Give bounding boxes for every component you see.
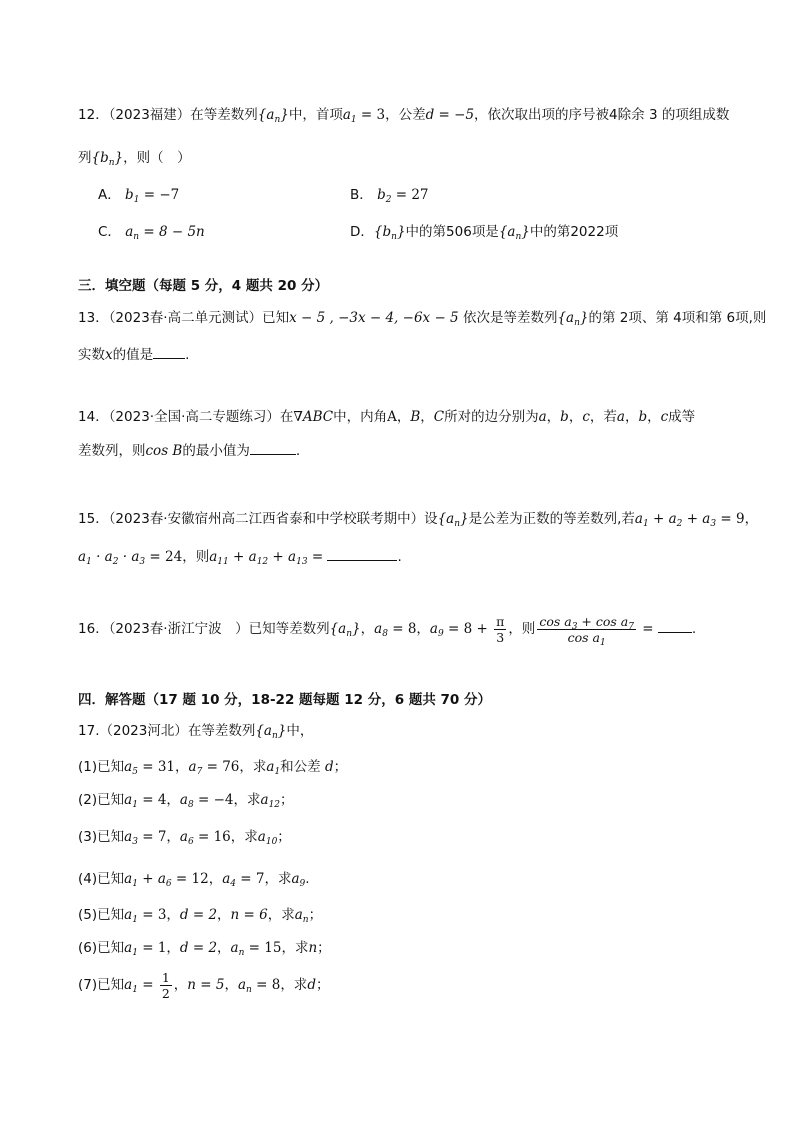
q17-part-5: (5)已知$a_1 = 3$，d = 2，n = 6，求$a_n$； (78, 907, 323, 925)
q12-option-b: B． $b_2 = 27$ (350, 187, 429, 205)
q17-part-1: (1)已知$a_5 = 31$，$a_7 = 76$，求$a_1$和公差 d； (78, 759, 348, 777)
q13-line-2: 实数x的值是 . (78, 347, 190, 363)
q16-line-1: 16．（2023春·浙江宁波 ）已知等差数列$\{a_n\}$，$a_8 = 8$，$a_9 = 8$ + $\frac{\pi}{3}$ ，则 $\frac{\cos a_3 + \cos a_7}{\cos a_1}$ = . (78, 613, 697, 648)
q17-intro: 17.（2023河北）在等差数列$\{a_n\}$中， (78, 723, 314, 741)
q14-line-2: 差数列，则cos B的最小值为 . (78, 443, 301, 459)
q17-part-7: (7)已知$a_1$ = $\frac{1}{2}$ ，n = 5，$a_n = 8$，求d； (78, 969, 330, 1001)
section-3-title: 三．填空题（每题 5 分，4 题共 20 分） (78, 278, 329, 294)
one-half-fraction: $\frac{1}{2}$ (161, 969, 170, 1001)
section-4-title: 四．解答题（17 题 10 分，18-22 题每题 12 分，6 题共 70 分） (78, 692, 492, 708)
q14-line-1: 14．（2023·全国·高二专题练习）在∇ABC中，内角A，B，C所对的边分别为a，b，c，若a，b，c成等 (78, 409, 696, 425)
q12-option-a: A． $b_1 = -7$ (98, 187, 180, 205)
q15-line-1: 15．（2023春·安徽宿州高二江西省泰和中学校联考期中）设$\{a_n\}$是公差为正数的等差数列,若$a_1 + a_2 + a_3 = 9$， (78, 511, 759, 529)
pi-over-three-fraction: $\frac{\pi}{3}$ (496, 613, 505, 645)
answer-blank[interactable] (327, 547, 397, 561)
q17-part-4: (4)已知$a_1 + a_6 = 12$，$a_4 = 7$，求$a_9$. (78, 871, 310, 889)
q13-line-1: 13．（2023春·高二单元测试）已知x − 5 , −3x − 4, −6x − 5 依次是等差数列$\{a_n\}$的第 2项、第 4项和第 6项,则 (78, 310, 767, 328)
answer-blank[interactable] (153, 345, 185, 359)
q12-option-c: C． $a_n = 8 - 5n$ (98, 224, 205, 242)
q12-option-d: D．$\{b_n\}$中的第506项是$\{a_n\}$中的第2022项 (350, 224, 619, 242)
q15-line-2: $a_1 \cdot a_2 \cdot a_3 = 24$，则$a_{11} + a_{12} + a_{13}$ = . (78, 549, 402, 567)
answer-blank[interactable] (658, 619, 692, 633)
answer-blank[interactable] (250, 441, 296, 455)
q12-line-1: 12．（2023福建）在等差数列$\{a_n\}$中，首项$a_1 = 3$，公差d = −5，依次取出项的序号被4除余 3 的项组成数 (78, 107, 730, 125)
cosine-ratio-fraction: $\frac{\cos a_3 + \cos a_7}{\cos a_1}$ (539, 613, 634, 648)
q17-part-2: (2)已知$a_1 = 4$，$a_8 = -4$，求$a_{12}$； (78, 792, 294, 810)
q12-line-2: 列$\{b_n\}$，则（ ） (78, 150, 191, 168)
q17-part-6: (6)已知$a_1 = 1$，d = 2，$a_n = 15$，求n； (78, 940, 331, 958)
q17-part-3: (3)已知$a_3 = 7$，$a_6 = 16$，求$a_{10}$； (78, 829, 291, 847)
